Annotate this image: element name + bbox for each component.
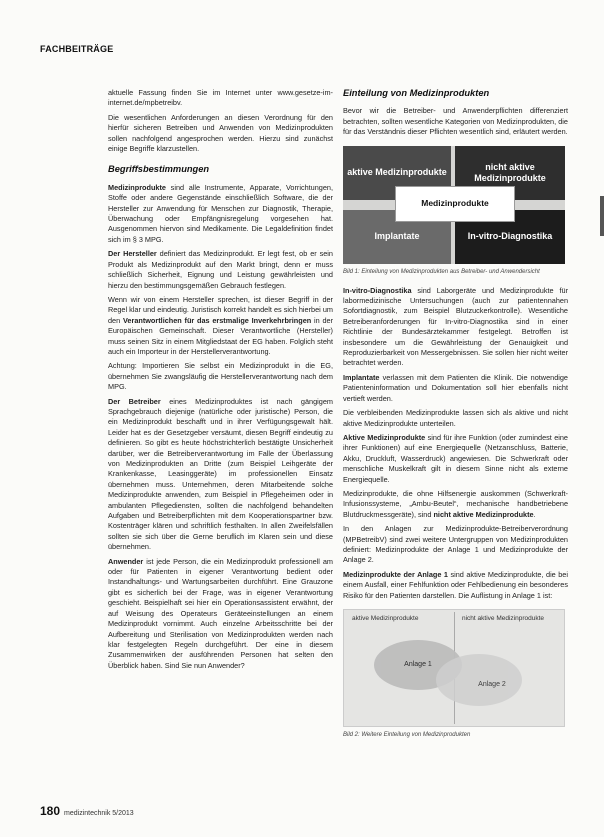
box-in-vitro: In-vitro-Diagnostika [455, 210, 565, 264]
term: Implantate [343, 372, 380, 382]
paragraph: Medizinprodukte, die ohne Hilfsenergie auskommen (Schwerkraft-Infusionssysteme, „Ambu-Beutel“, mechanische handbetriebene Blutdruckmessgeräte), sind nicht aktive Medizinprodukte. [343, 488, 568, 519]
right-column [343, 88, 568, 749]
figure-2-left-header: aktive Medizinprodukte [352, 615, 419, 622]
text: sind Laborgeräte und Medizinprodukte für labormedizinische Untersuchungen (auch zur patientennahen Sofortdiagnostik, zum Beispiel Blutzuckerkontrolle). Wesentliche Betreiberanforderungen für In-vitro-Diagnostika sind in einer Richtlinie der Bundesärztekammer festgelegt. Betroffen ist insbesondere um die Gewährleistung der Genauigkeit und Reproduzierbarkeit von Messergebnissen. Sie sollen hier nicht weiter betrachtet werden. [343, 285, 568, 368]
paragraph: Achtung: Importieren Sie selbst ein Medizinprodukt in die EG, übernehmen Sie zwangsläufig die Herstellerverantwortung nach dem MPG. [108, 361, 333, 392]
paragraph [108, 183, 333, 245]
paragraph [343, 286, 568, 369]
paragraph: aktuelle Fassung finden Sie im Internet unter www.gesetze-im-internet.de/mpbetreibv. [108, 88, 333, 108]
figure-1-caption: Bild 1: Einteilung von Medizinprodukten aus Betreiber- und Anwendersicht [343, 268, 540, 275]
page-footer [40, 804, 134, 818]
term: Der Betreiber [108, 396, 161, 406]
term: Medizinprodukte der Anlage 1 [343, 569, 448, 579]
paragraph: Die verbleibenden Medizinprodukte lassen sich als aktive und nicht aktive Medizinprodukte unterteilen. [343, 408, 568, 428]
paragraph [343, 433, 568, 485]
paragraph [108, 295, 333, 357]
text: Medizinprodukte, die ohne Hilfsenergie auskommen (Schwerkraft-Infusionssysteme, „Ambu-Beutel“, mechanische handbetriebene Blutdruckmessgeräte), sind [343, 488, 568, 519]
box-nicht-aktive: nicht aktive Medizinprodukte [455, 146, 565, 200]
paragraph: In den Anlagen zur Medizinprodukte-Betreiberverordnung (MPBetreibV) sind zwei weitere Untergruppen von Medizinprodukten definiert: Medizinprodukte der Anlage 1 und Medizinprodukte der Anlage 2. [343, 524, 568, 565]
figure-2-caption: Bild 2: Weitere Einteilung von Medizinprodukten [343, 732, 471, 738]
text: definiert das Medizinprodukt. Er legt fest, ob er sein Produkt als Medizinprodukt auf den Markt bringt, denn er muss schließlich Sicherheit, Eignung und Leistung gewährleisten und hierzu den bestimmungsgemäßen Gebrauch festlegen. [108, 249, 333, 290]
box-implantate: Implantate [343, 210, 451, 264]
thumb-tab [600, 196, 604, 236]
paragraph [108, 249, 333, 291]
paragraph: Die wesentlichen Anforderungen an diesen Verordnung für den hierfür sicheren Betreiben und Anwenden von Medizinprodukten sollen nachfolgend angesprochen werden. Hierzu sind zunächst einige Begriffe klarzustellen. [108, 112, 333, 154]
label-anlage-2: Anlage 2 [478, 680, 506, 688]
section-label: FACHBEITRÄGE [40, 44, 114, 54]
text: sind für ihre Funktion (oder zumindest eine ihrer Funktionen) auf eine Energiequelle (Netzanschluss, Batterie, Akku, Druckluft, Wasserdruck) angewiesen. Die Schwerkraft oder menschliche Muskelkraft gilt in diesem Sinne nicht als externe Energiequelle. [343, 432, 568, 484]
publication-name: medizintechnik 5/2013 [64, 810, 134, 817]
text: sind alle Instrumente, Apparate, Vorrichtungen, Stoffe oder andere Gegenstände einschließlich Software, die der Hersteller zur Anwendung für Menschen zur Diagnostik, Therapie, Überwachung oder Empfängnisregelung vorgesehen hat. Ausgenommen hiervon sind Medikamente. Die Legaldefinition findet sich im § 3 MPG. [108, 182, 333, 244]
term: Verantwortlichen für das erstmalige Inverkehrbringen [122, 315, 312, 325]
term: nicht aktive Medizinprodukte [433, 509, 534, 519]
term: Anwender [108, 556, 144, 566]
term: Der Hersteller [108, 249, 157, 259]
paragraph [343, 373, 568, 404]
paragraph [108, 557, 333, 671]
ellipse-anlage-2 [436, 654, 522, 706]
text: verlassen mit dem Patienten die Klinik. Die notwendige Patienteninformation und Dokumentation soll hier ebenfalls nicht vertieft werden. [343, 372, 568, 403]
heading-begriffsbestimmungen: Begriffsbestimmungen [108, 164, 210, 175]
box-aktive: aktive Medizinprodukte [343, 146, 451, 200]
paragraph: Bevor wir die Betreiber- und Anwenderpflichten differenziert betrachten, sollten wesentliche Kategorien von Medizinprodukten, die für das Verständnis dieser Pflichten wesentlich sind, erläutert werden. [343, 106, 568, 137]
text: in der Europäischen Gemeinschaft. Dieser Verantwortliche (Hersteller) muss seinen Sitz in einem Mitgliedstaat der EG haben. Folglich steht auch ein Importeur in der Herstellerverantwortung. [108, 315, 333, 356]
heading-einteilung: Einteilung von Medizinprodukten [343, 88, 490, 98]
page-number: 180 [40, 804, 61, 818]
term: In-vitro-Diagnostika [343, 285, 412, 295]
box-medizinprodukte: Medizinprodukte [395, 186, 515, 222]
term: Aktive Medizinprodukte [343, 432, 426, 442]
text: Wenn wir von einem Hersteller sprechen, ist dieser Begriff in der Regel klar und eindeutig. Juristisch korrekt handelt es sich hierbei um den [108, 294, 333, 325]
text: ist jede Person, die ein Medizinprodukt professionell am oder für Patienten in eigener Verantwortung bedient oder Instandhaltungs- und Wartungsarbeiten durchführt. Eine Grauzone gibt es sicherlich bei der Frage, was in eigener Verantwortung geschieht. Beispielhaft sei hier ein Operationsassistent erwähnt, der auf Weisung des Operateurs Geräteeinstellungen an einem Medizinprodukt vornimmt. Auch einzelne Arbeitsschritte bei der Aufbereitung und Sterilisation von Medizinprodukten werden nach klar festgelegten Regeln durchgeführt. Der eine in diesem Zusammenwirken der ausführenden Personen hat selten den Überblick haben. Sind Sie nun Anwender? [108, 556, 333, 670]
figure-2-right-header: nicht aktive Medizinprodukte [462, 615, 545, 622]
label-anlage-1: Anlage 1 [404, 660, 432, 668]
paragraph [343, 570, 568, 601]
figure-2-diagram [343, 609, 565, 727]
figure-1-diagram [343, 146, 565, 264]
text: eines Medizinproduktes ist nach gängigem Sprachgebrauch diejenige (natürliche oder juristische) Person, die ein Medizinprodukt beschafft und in ihrer Verfügungsgewalt hält. Leider hat es der Gesetzgeber versäumt, diesen Begriff eindeutig zu definieren. So gibt es heute höchstrichterlich bestätigte Unsicherheit darüber, wer die Betreiberverantwortung im Falle der Überlassung von Medizinprodukten an Dritte (zum Beispiel Leihgeräte der Krankenkasse, Leasinggeräte) im professionellen Einsatz übernehmen muss. Unternehmen, deren Mitarbeitende solche Medizinprodukte anwenden, zum Beispiel in Pflegeheimen oder in ambulanten Pflegediensten, sollten die nachfolgend behandelten Aufgaben und Betreiberpflichten mit dem Kooperationspartner bzw. Kostenträger klären und schriftlich festhalten. In allen Zweifelsfällen sollten sie sich über die Gerne beruflich im Klaren sein und diese übernehmen. [108, 396, 333, 552]
left-column [108, 88, 333, 675]
term: Medizinprodukte [108, 182, 166, 192]
text: sind aktive Medizinprodukte, die bei einem Ausfall, einer Fehlfunktion oder Fehlbedienung ein besonderes Risiko für den Patienten darstellen. Die Auflistung in Anlage 1 ist: [343, 569, 568, 600]
paragraph [108, 397, 333, 553]
